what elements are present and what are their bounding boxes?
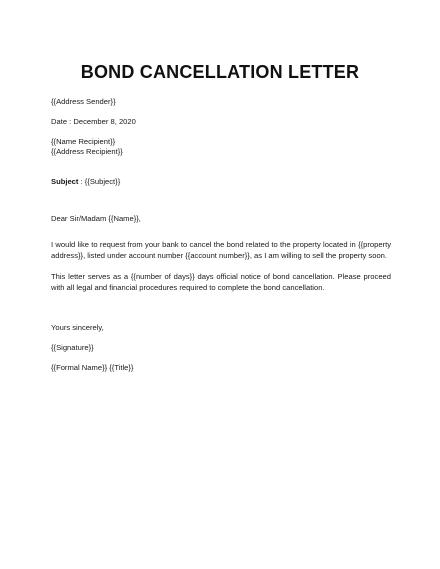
date-line: Date : December 8, 2020 <box>51 117 136 126</box>
signature-line: {{Signature}} <box>51 343 94 352</box>
formal-name-title: {{Formal Name}} {{Title}} <box>51 363 134 372</box>
letter-title: BOND CANCELLATION LETTER <box>80 62 360 82</box>
recipient-name: {{Name Recipient}} <box>51 137 116 146</box>
salutation: Dear Sir/Madam {{Name}}, <box>51 214 141 223</box>
body-paragraph-1: I would like to request from your bank to cancel the bond related to the property located in {{property address}}, listed under account number {{account number}}, as I am willing to sell the property soon. <box>51 240 391 260</box>
body-paragraph-2: This letter serves as a {{number of days}} days official notice of bond cancellation. Please proceed with all legal and financial procedures required to complete the bond cancellation. <box>51 272 391 292</box>
subject-label: Subject <box>51 177 79 186</box>
closing-line: Yours sincerely, <box>51 323 104 332</box>
recipient-address: {{Address Recipient}} <box>51 147 123 156</box>
subject-line <box>51 177 120 187</box>
subject-value: : {{Subject}} <box>78 177 121 186</box>
sender-address: {{Address Sender}} <box>51 97 116 106</box>
